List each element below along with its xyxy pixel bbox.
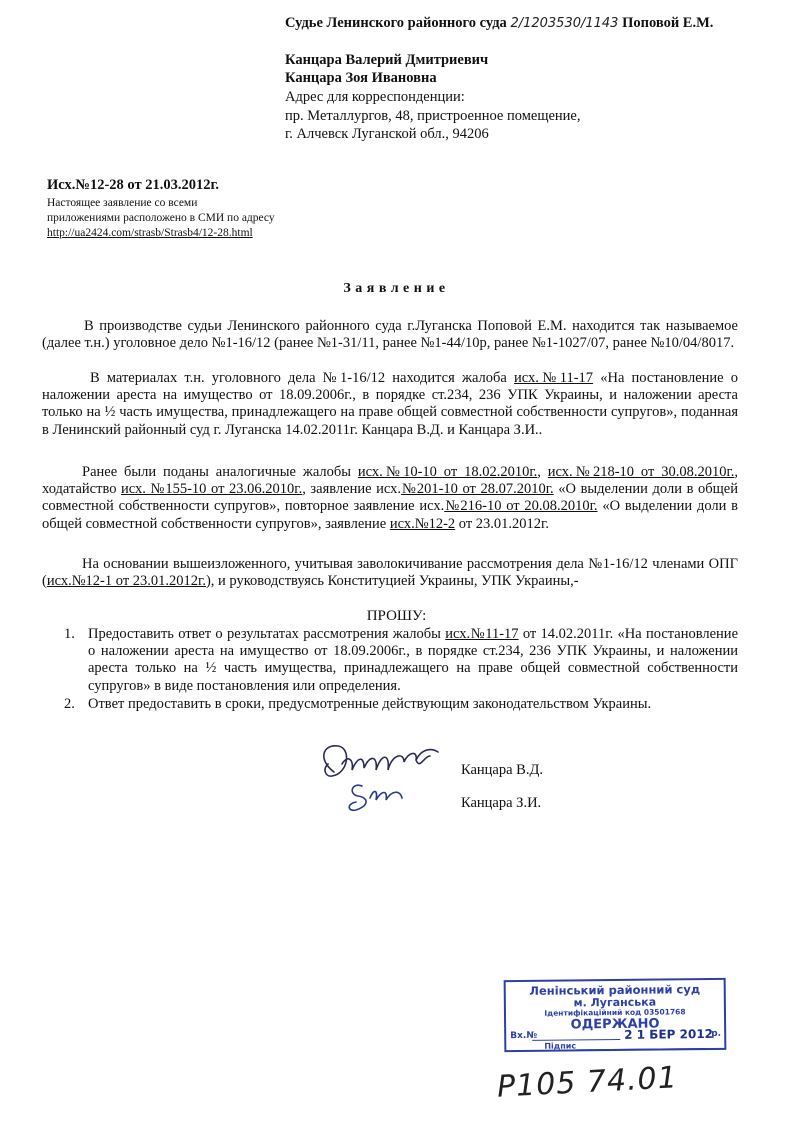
stamp-date: 2 1 БЕР 2012	[624, 1026, 714, 1042]
p3-text-3: , заявление исх.	[302, 481, 402, 498]
request-item-1	[42, 626, 738, 695]
stamp-year-suffix: р.	[711, 1028, 722, 1039]
stamp-city: м. Луганська	[573, 995, 657, 1010]
p4-text: На основании вышеизложенного, учитывая заволокичивание рассмотрения дела №1-16/12 членами ОПГ (	[42, 556, 738, 590]
address-label: Адрес для корреспонденции:	[285, 89, 465, 105]
request-item-2	[42, 696, 738, 713]
request-item-1-ref: исх.№11-17	[445, 626, 519, 642]
outgoing-number: Исх.№12-28 от 21.03.2012г.	[47, 177, 220, 193]
p3-text: Ранее были поданы аналогичные жалобы	[82, 464, 358, 480]
request-item-1-text: Предоставить ответ о результатах рассмотрения жалобы	[88, 626, 446, 642]
address-line-1: пр. Металлургов, 48, пристроенное помещение,	[285, 108, 581, 124]
p3-ref-5: №216-10 от 20.08.2010г.	[444, 498, 598, 515]
stamp-received: ОДЕРЖАНО	[570, 1016, 660, 1033]
stamp-id-code: Ідентифікаційний код 03501768	[544, 1007, 686, 1018]
publication-note-1: Настоящее заявление со всеми	[47, 197, 198, 209]
p3-text-2: , ходатайство	[42, 464, 739, 498]
p3-sep: ,	[537, 464, 548, 480]
addressee-suffix: Поповой Е.М.	[622, 15, 714, 31]
p3-ref-6: исх.№12-2	[389, 515, 456, 532]
paragraph-1: В производстве судьи Ленинского районного суда г.Луганска Поповой Е.М. находится так называемое (далее т.н.) уголовное дело №1-16/12 (ранее №1-31/11, ранее №1-44/10р, ранее №1-1027/07, ранее №10/04/8017.	[42, 318, 738, 352]
signatory-1: Канцара В.Д.	[461, 762, 543, 778]
p4-ref: исх.№12-1 от 23.01.2012г.	[46, 573, 206, 590]
stamp-sign-label: Підпис	[544, 1041, 577, 1051]
p3-text-4: «О выделении доли в общей совместной собственности супругов», повторное заявление исх.	[42, 481, 739, 515]
applicant-2: Канцара Зоя Ивановна	[285, 70, 437, 86]
p3-ref-4: №201-10 от 28.07.2010г.	[401, 481, 554, 498]
signature-1-icon	[312, 730, 462, 822]
p2-ref-link: исх.№11-17	[513, 370, 594, 386]
document-title: Заявление	[343, 281, 450, 296]
request-item-1-number: 1.	[64, 626, 75, 642]
handwritten-registration-number: P105 74.01	[496, 1060, 679, 1105]
p3-ref-3: исх. №155-10 от 23.06.2010г.	[121, 481, 303, 498]
address-line-2: г. Алчевск Луганской обл., 94206	[285, 126, 489, 142]
request-item-2-number: 2.	[64, 695, 75, 712]
p4-text-cont: ), и руководствуясь Конституцией Украины, УПК Украины,-	[205, 573, 579, 590]
request-list	[42, 626, 738, 713]
p3-text-5: «О выделении доли в общей совместной собственности супругов», заявление	[42, 498, 738, 532]
p3-ref-2: исх.№218-10 от 30.08.2010г.	[547, 464, 735, 480]
court-received-stamp	[504, 978, 727, 1052]
request-heading: ПРОШУ:	[366, 608, 427, 624]
handwritten-case-number: 2/1203530/1143	[510, 16, 619, 31]
stamp-in-number-label: Вх.№	[510, 1030, 538, 1042]
publication-url-link[interactable]: http://ua2424.com/strasb/Strasb4/12-28.html	[47, 227, 253, 239]
paragraph-2	[42, 370, 738, 439]
request-item-1-text-cont: от 14.02.2011г. «На постановление о наложении ареста на имущество от 18.09.2006г., в порядке ст.234, 236 УПК Украины, и наложении ареста только на ½ часть имущества, принадлежащего на праве общей совместной собственности супругов» в виде постановления или определения.	[88, 626, 738, 694]
request-item-2-text: Ответ предоставить в сроки, предусмотренные действующим законодательством Украины.	[88, 695, 652, 712]
p3-text-6: от 23.01.2012г.	[455, 515, 549, 532]
addressee-line	[285, 14, 713, 33]
paragraph-3	[42, 464, 738, 533]
p2-text: В материалах т.н. уголовного дела №1-16/12 находится жалоба	[90, 370, 514, 386]
paragraph-4	[42, 556, 738, 590]
stamp-court-name: Ленінський районний суд	[529, 982, 701, 998]
publication-note-2: приложениями расположено в СМИ по адресу	[47, 212, 275, 224]
signatory-2: Канцара З.И.	[461, 795, 542, 811]
stamp-sign-line	[576, 1048, 706, 1050]
applicant-1: Канцара Валерий Дмитриевич	[285, 52, 489, 68]
p3-ref-1: исх.№10-10 от 18.02.2010г.	[357, 464, 538, 480]
addressee-prefix: Судье Ленинского районного суда	[285, 15, 507, 31]
p2-text-cont: «На постановление о наложении ареста на имущество от 18.09.2006г., в порядке ст.234, 236 УПК Украины, и наложении ареста только на ½ часть имущества, принадлежащего на праве общей совместной собственности супругов», поданная в Ленинский районный суд г. Луганска 14.02.2011г. Канцара В.Д. и Канцара З.И..	[42, 370, 738, 438]
